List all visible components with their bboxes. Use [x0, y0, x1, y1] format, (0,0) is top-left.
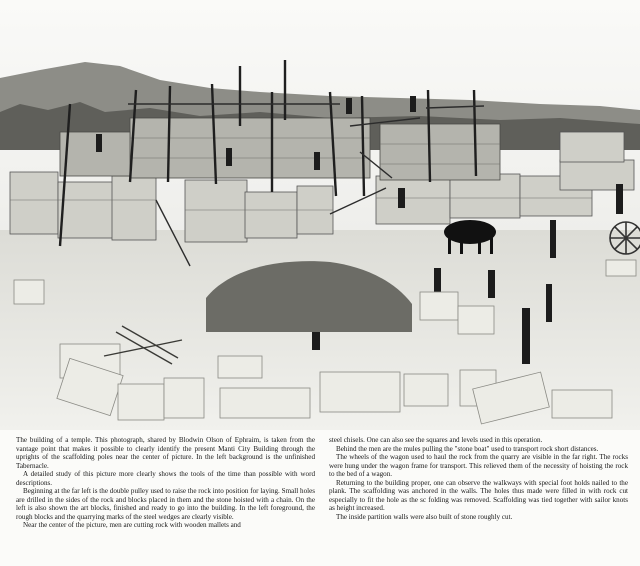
- caption-paragraph: The inside partition walls were also built of stone roughly cut.: [336, 512, 513, 521]
- caption-paragraph: Behind the men are the mules pulling the "stone boat" used to transport rock short distances.: [336, 444, 599, 453]
- caption-paragraph: Near the center of the picture, men are cutting rock with wooden mallets and: [23, 521, 241, 530]
- caption-paragraph: Beginning at the far left is the double pulley used to raise the rock into position for laying. Small holes are drilled in the sides of the rock and blocks placed in them and the stone hoisted with a chain. On the left is also shown the art blocks, finished and ready to go into the building. In the left foreground, the rough blocks and the quarrying marks of the steel wedges are clearly visible.: [16, 487, 315, 521]
- caption-paragraph: A detailed study of this picture more clearly shows the tools of the time than possible with word descriptions.: [16, 470, 315, 487]
- caption-paragraph: The building of a temple. This photograph, shared by Blodwin Olson of Ephraim, is taken from the vantage point that makes it possible to clearly identify the present Manti City Building through the uprights of the scaffolding poles near the center of picture. In the left background is the unfinished Tabernacle.: [16, 436, 315, 470]
- photo-caption: [16, 436, 628, 564]
- caption-paragraph: steel chisels. One can also see the squares and levels used in this operation.: [329, 436, 543, 444]
- caption-paragraph: Returning to the building proper, one can observe the walkways with special foot holds nailed to the plank. The scaffolding was anchored in the walls. The holes thus made were filled in with rock cut especially to fit the hole as the sc folding was removed. Scaffolding was tied together with sailor knots as height increased.: [329, 478, 628, 513]
- caption-paragraph: The wheels of the wagon used to haul the rock from the quarry are visible in the far right. The rocks were hung under the wagon frame for transport. This relieved them of the necessity of hoisting the rock to the bed of a wagon.: [329, 453, 628, 479]
